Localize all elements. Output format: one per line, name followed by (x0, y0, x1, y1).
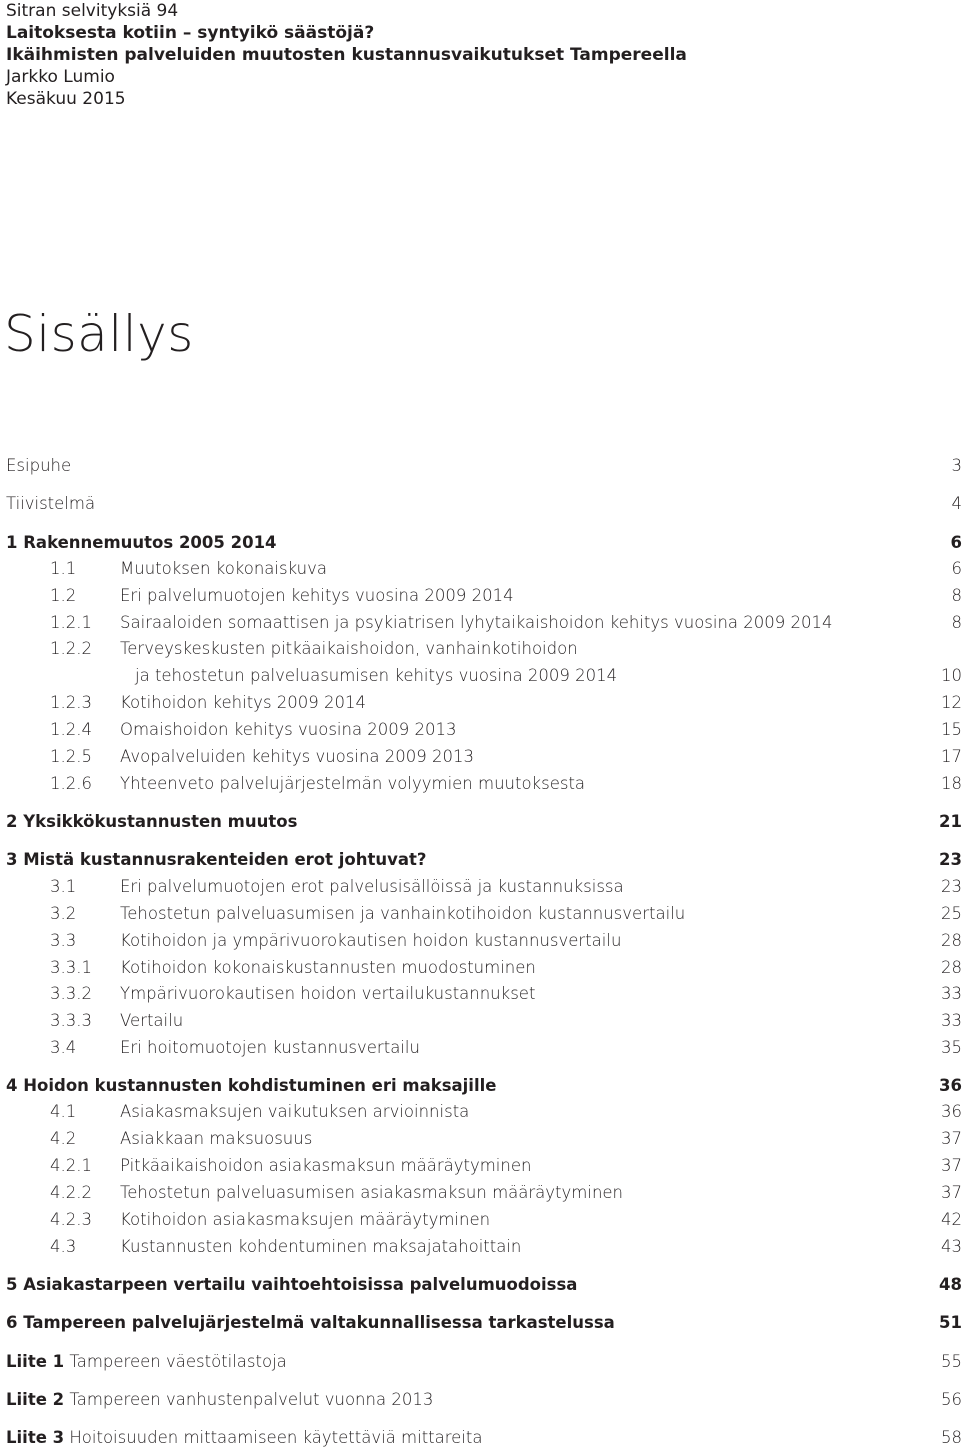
series-name: Sitran selvityksiä 94 (6, 1, 179, 21)
toc-label: Kotihoidon asiakasmaksujen määräytyminen (120, 1210, 491, 1229)
toc-page: 56 (941, 1390, 962, 1409)
toc-label: Tehostetun palveluasumisen asiakasmaksun määräytyminen (120, 1183, 624, 1202)
toc-page: 12 (941, 693, 962, 712)
toc-page: 23 (939, 850, 962, 869)
toc-chapter-3[interactable] (6, 848, 962, 872)
toc-page: 17 (941, 747, 962, 766)
toc-label: Pitkäaikaishoidon asiakasmaksun määräytyminen (120, 1156, 532, 1175)
toc-number: 1.2.4 (50, 720, 92, 739)
toc-number: 4.2.3 (50, 1210, 92, 1229)
toc-number: 1.2.6 (50, 774, 92, 793)
toc-number: 4.3 (50, 1237, 77, 1256)
toc-page: 6 (950, 533, 962, 552)
toc-label-continued: ja tehostetun palveluasumisen kehitys vuosina 2009 2014 (135, 666, 618, 685)
toc-chapter-1[interactable] (6, 531, 962, 555)
toc-number: 1.2.3 (50, 693, 92, 712)
toc-number: 1.2.5 (50, 747, 92, 766)
author: Jarkko Lumio (6, 67, 115, 87)
document-title: Laitoksesta kotiin – syntyikö säästöjä? (6, 23, 375, 43)
toc-section-3-1[interactable] (6, 875, 962, 899)
toc-number: 3.3.3 (50, 1011, 92, 1030)
toc-number: 3.2 (50, 904, 77, 923)
toc-page: 25 (941, 904, 962, 923)
toc-page: 21 (939, 812, 962, 831)
toc-page: 4 (951, 494, 962, 513)
toc-page: 33 (941, 984, 962, 1003)
appendix-tag: Liite 1 (6, 1352, 65, 1371)
toc-section-3-2[interactable] (6, 902, 962, 926)
toc-label: 3 Mistä kustannusrakenteiden erot johtuvat? (6, 850, 427, 869)
toc-label: Kotihoidon ja ympärivuorokautisen hoidon kustannusvertailu (120, 931, 622, 950)
toc-label: Muutoksen kokonaiskuva (120, 559, 327, 578)
toc-label: Tampereen vanhustenpalvelut vuonna 2013 (69, 1390, 434, 1409)
toc-section-4-2[interactable] (6, 1127, 962, 1151)
toc-page: 51 (939, 1313, 962, 1332)
toc-number: 1.2 (50, 586, 77, 605)
document-header (6, 0, 687, 110)
toc-section-4-2-2[interactable] (6, 1181, 962, 1205)
toc-section-3-3[interactable] (6, 929, 962, 953)
toc-section-1-2-6[interactable] (6, 772, 962, 796)
toc-page: 18 (941, 774, 962, 793)
toc-label: Kotihoidon kehitys 2009 2014 (120, 693, 367, 712)
toc-label: 1 Rakennemuutos 2005 2014 (6, 533, 277, 552)
toc-section-3-3-3[interactable] (6, 1009, 962, 1033)
toc-appendix-2[interactable] (6, 1388, 962, 1412)
toc-section-3-3-2[interactable] (6, 982, 962, 1006)
toc-page: 8 (951, 586, 962, 605)
toc-label: Hoitoisuuden mittaamiseen käytettäviä mittareita (69, 1428, 483, 1447)
toc-page: 8 (951, 613, 962, 632)
toc-title: Sisällys (4, 305, 194, 363)
toc-appendix-1[interactable] (6, 1350, 962, 1374)
toc-page: 28 (941, 931, 962, 950)
toc-section-1-2-2[interactable] (6, 637, 962, 661)
toc-section-1-2[interactable] (6, 584, 962, 608)
toc-section-4-1[interactable] (6, 1100, 962, 1124)
toc-entry-esipuhe[interactable] (6, 454, 962, 478)
toc-section-1-1[interactable] (6, 557, 962, 581)
toc-label: Eri palvelumuotojen kehitys vuosina 2009 2014 (120, 586, 514, 605)
toc-section-1-2-4[interactable] (6, 718, 962, 742)
toc-number: 3.4 (50, 1038, 77, 1057)
toc-page: 36 (941, 1102, 962, 1121)
toc-number: 1.2.2 (50, 639, 92, 658)
toc-label: Ympärivuorokautisen hoidon vertailukustannukset (120, 984, 536, 1003)
toc-number: 3.3 (50, 931, 77, 950)
toc-page: 10 (941, 666, 962, 685)
toc-label: Tampereen väestötilastoja (69, 1352, 287, 1371)
toc-number: 4.1 (50, 1102, 77, 1121)
toc-label: Asiakkaan maksuosuus (120, 1129, 313, 1148)
toc-appendix-3[interactable] (6, 1426, 962, 1450)
toc-label: Tehostetun palveluasumisen ja vanhainkotihoidon kustannusvertailu (120, 904, 686, 923)
toc-label: Terveyskeskusten pitkäaikaishoidon, vanhainkotihoidon (120, 639, 578, 658)
toc-label: Vertailu (120, 1011, 184, 1030)
toc-section-4-3[interactable] (6, 1235, 962, 1259)
appendix-tag: Liite 3 (6, 1428, 65, 1447)
toc-page: 37 (941, 1183, 962, 1202)
toc-number: 3.3.2 (50, 984, 92, 1003)
toc-label: Eri palvelumuotojen erot palvelusisällöissä ja kustannuksissa (120, 877, 624, 896)
toc-number: 4.2 (50, 1129, 77, 1148)
toc-entry-tiivistelma[interactable] (6, 492, 962, 516)
toc-number: 3.3.1 (50, 958, 92, 977)
toc-section-4-2-1[interactable] (6, 1154, 962, 1178)
toc-label: Yhteenveto palvelujärjestelmän volyymien muutoksesta (120, 774, 586, 793)
document-subtitle: Ikäihmisten palveluiden muutosten kustannusvaikutukset Tampereella (6, 45, 687, 65)
toc-chapter-2[interactable] (6, 810, 962, 834)
toc-label: Kotihoidon kokonaiskustannusten muodostuminen (120, 958, 536, 977)
toc-label: Kustannusten kohdentuminen maksajatahoittain (120, 1237, 522, 1256)
toc-page: 23 (941, 877, 962, 896)
toc-label: 5 Asiakastarpeen vertailu vaihtoehtoisissa palvelumuodoissa (6, 1275, 578, 1294)
toc-page: 6 (951, 559, 962, 578)
toc-label: Tiivistelmä (6, 494, 96, 513)
toc-label: Asiakasmaksujen vaikutuksen arvioinnista (120, 1102, 470, 1121)
toc-chapter-6[interactable] (6, 1311, 962, 1335)
appendix-tag: Liite 2 (6, 1390, 65, 1409)
toc-page: 42 (941, 1210, 962, 1229)
toc-page: 33 (941, 1011, 962, 1030)
toc-label: Sairaaloiden somaattisen ja psykiatrisen lyhytaikaishoidon kehitys vuosina 2009 2014 (120, 613, 833, 632)
toc-label: Esipuhe (6, 456, 72, 475)
toc-page: 36 (939, 1076, 962, 1095)
toc-label: Eri hoitomuotojen kustannusvertailu (120, 1038, 420, 1057)
toc-page: 28 (941, 958, 962, 977)
toc-page: 55 (941, 1352, 962, 1371)
toc-number: 1.2.1 (50, 613, 92, 632)
toc-label: 2 Yksikkökustannusten muutos (6, 812, 298, 831)
toc-section-4-2-3[interactable] (6, 1208, 962, 1232)
toc-section-1-2-2-continued[interactable] (6, 664, 962, 688)
toc-number: 4.2.1 (50, 1156, 92, 1175)
toc-section-1-2-5[interactable] (6, 745, 962, 769)
toc-chapter-5[interactable] (6, 1273, 962, 1297)
toc-number: 1.1 (50, 559, 77, 578)
toc-chapter-4[interactable] (6, 1074, 962, 1098)
toc-section-1-2-3[interactable] (6, 691, 962, 715)
toc-section-3-4[interactable] (6, 1036, 962, 1060)
toc-label: Omaishoidon kehitys vuosina 2009 2013 (120, 720, 457, 739)
toc-label: 4 Hoidon kustannusten kohdistuminen eri maksajille (6, 1076, 497, 1095)
toc-page: 37 (941, 1156, 962, 1175)
toc-label: Avopalveluiden kehitys vuosina 2009 2013 (120, 747, 474, 766)
toc-page: 37 (941, 1129, 962, 1148)
publication-date: Kesäkuu 2015 (6, 89, 126, 109)
toc-page: 3 (951, 456, 962, 475)
toc-section-3-3-1[interactable] (6, 956, 962, 980)
toc-number: 4.2.2 (50, 1183, 92, 1202)
toc-page: 58 (941, 1428, 962, 1447)
toc-section-1-2-1[interactable] (6, 611, 962, 635)
toc-number: 3.1 (50, 877, 77, 896)
toc-page: 43 (941, 1237, 962, 1256)
toc-label: 6 Tampereen palvelujärjestelmä valtakunnallisessa tarkastelussa (6, 1313, 615, 1332)
toc-page: 15 (941, 720, 962, 739)
toc-page: 35 (941, 1038, 962, 1057)
toc-page: 48 (939, 1275, 962, 1294)
